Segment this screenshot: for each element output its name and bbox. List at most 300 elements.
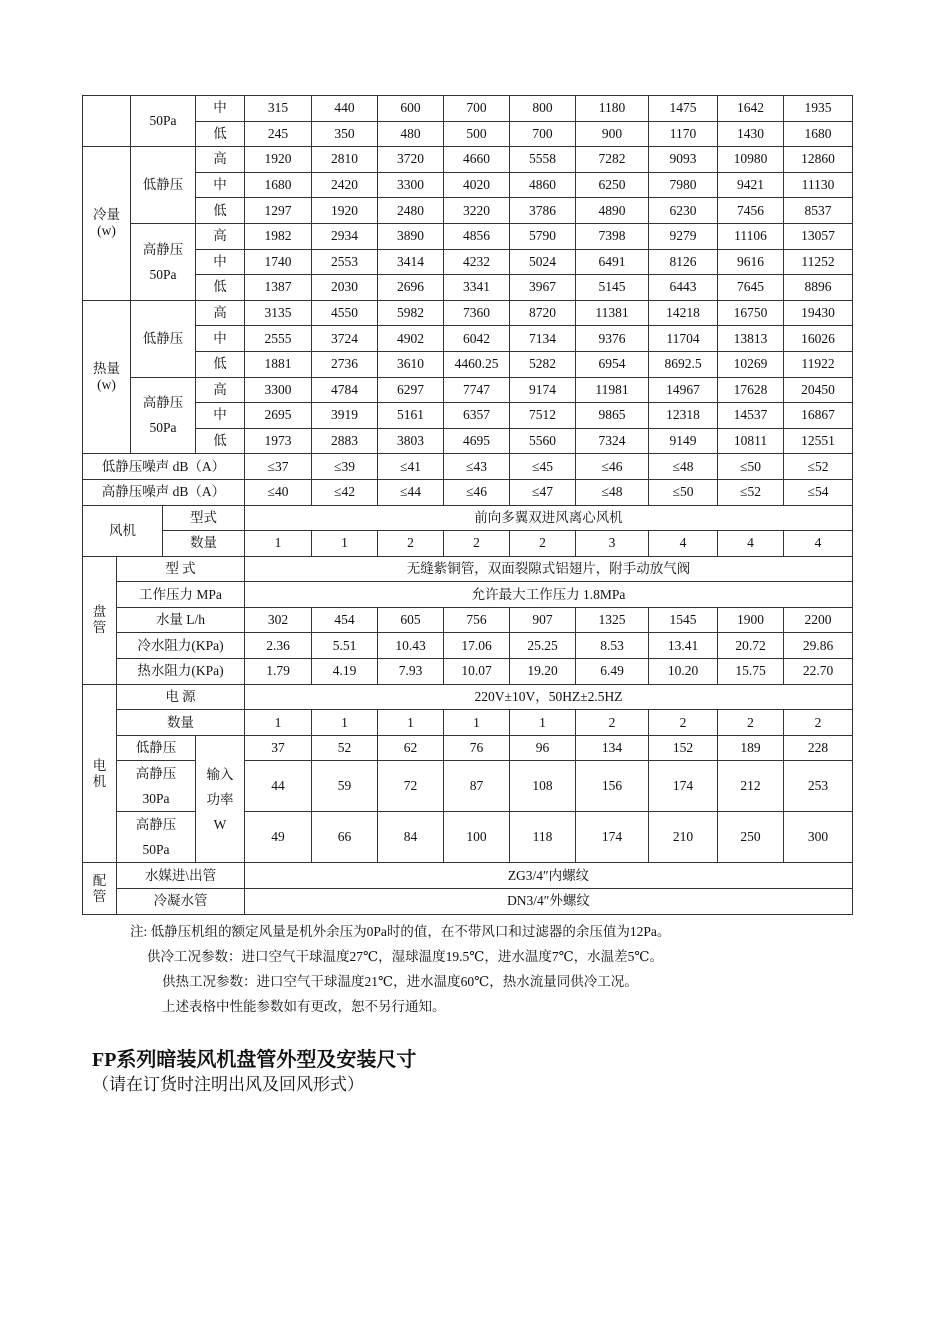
heating-unit: (w) xyxy=(97,377,116,393)
hot-res-value: 19.20 xyxy=(510,659,576,685)
cooling-value: 5558 xyxy=(510,147,576,173)
cooling-value: 3414 xyxy=(378,249,444,275)
fan-qty-value: 2 xyxy=(378,531,444,557)
cooling-value: 6443 xyxy=(649,275,718,301)
heating-value: 6954 xyxy=(576,351,649,377)
heating-value: 7747 xyxy=(444,377,510,403)
heating-value: 16026 xyxy=(784,326,853,352)
coil-cold-res-label: 冷水阻力(KPa) xyxy=(117,633,245,659)
piping-drain-value: DN3/4″外螺纹 xyxy=(245,889,853,915)
cooling-value: 4856 xyxy=(444,223,510,249)
noise-value: ≤46 xyxy=(576,454,649,480)
cooling-label xyxy=(83,147,131,301)
motor-power-label: 电 源 xyxy=(117,684,245,710)
cooling-value: 1297 xyxy=(245,198,312,224)
speed-label: 低 xyxy=(196,275,245,301)
airflow-value: 1430 xyxy=(718,121,784,147)
water-flow-value: 1325 xyxy=(576,607,649,633)
airflow-value: 1475 xyxy=(649,96,718,122)
speed-label: 高 xyxy=(196,377,245,403)
airflow-value: 500 xyxy=(444,121,510,147)
cooling-value: 3890 xyxy=(378,223,444,249)
airflow-value: 700 xyxy=(510,121,576,147)
noise-value: ≤47 xyxy=(510,479,576,505)
coil-pressure-label: 工作压力 MPa xyxy=(117,582,245,608)
cold-res-value: 25.25 xyxy=(510,633,576,659)
heating-value: 12551 xyxy=(784,428,853,454)
high-static-text: 高静压 xyxy=(142,395,184,411)
input-power-2: 功率 xyxy=(206,791,234,807)
cooling-value: 7282 xyxy=(576,147,649,173)
motor-power-value: 62 xyxy=(378,735,444,761)
cooling-value: 12860 xyxy=(784,147,853,173)
noise-low-static-row xyxy=(83,454,853,480)
water-flow-value: 605 xyxy=(378,607,444,633)
heating-low-static-mid-row xyxy=(83,326,853,352)
cooling-value: 3786 xyxy=(510,198,576,224)
cooling-value: 7456 xyxy=(718,198,784,224)
motor-label-1: 电 xyxy=(92,757,107,773)
heating-value: 3919 xyxy=(312,403,378,429)
speed-label: 低 xyxy=(196,428,245,454)
motor-qty-value: 2 xyxy=(576,710,649,736)
cooling-value: 13057 xyxy=(784,223,853,249)
pressure-text: 30Pa xyxy=(142,791,170,807)
motor-power-value: 189 xyxy=(718,735,784,761)
noise-value: ≤52 xyxy=(784,454,853,480)
motor-qty-value: 1 xyxy=(378,710,444,736)
heating-value: 9865 xyxy=(576,403,649,429)
cold-res-value: 17.06 xyxy=(444,633,510,659)
motor-qty-value: 1 xyxy=(510,710,576,736)
piping-water-label: 水媒进\出管 xyxy=(117,863,245,889)
motor-power-value: 174 xyxy=(576,812,649,863)
speed-label: 中 xyxy=(196,249,245,275)
piping-label-2: 管 xyxy=(92,888,107,904)
cooling-value: 4860 xyxy=(510,172,576,198)
water-flow-value: 1545 xyxy=(649,607,718,633)
cooling-value: 3341 xyxy=(444,275,510,301)
cooling-value: 10980 xyxy=(718,147,784,173)
pressure-text: 50Pa xyxy=(142,842,170,858)
heating-value: 11381 xyxy=(576,300,649,326)
water-flow-value: 1900 xyxy=(718,607,784,633)
fan-qty-row xyxy=(83,531,853,557)
motor-power-value: 84 xyxy=(378,812,444,863)
coil-pressure-row xyxy=(83,582,853,608)
noise-low-label: 低静压噪声 dB（A） xyxy=(83,454,245,480)
cooling-value: 5145 xyxy=(576,275,649,301)
motor-power-value: 212 xyxy=(718,761,784,812)
cooling-value: 1387 xyxy=(245,275,312,301)
motor-power-value: 108 xyxy=(510,761,576,812)
cooling-value: 1982 xyxy=(245,223,312,249)
fan-qty-value: 2 xyxy=(510,531,576,557)
heating-value: 12318 xyxy=(649,403,718,429)
hot-res-value: 4.19 xyxy=(312,659,378,685)
noise-high-label: 高静压噪声 dB（A） xyxy=(83,479,245,505)
cooling-value: 11130 xyxy=(784,172,853,198)
heating-value: 8720 xyxy=(510,300,576,326)
coil-cold-resistance-row xyxy=(83,633,853,659)
heating-value: 2883 xyxy=(312,428,378,454)
noise-value: ≤45 xyxy=(510,454,576,480)
heating-value: 3803 xyxy=(378,428,444,454)
motor-power-value: 118 xyxy=(510,812,576,863)
noise-value: ≤46 xyxy=(444,479,510,505)
noise-high-static-row xyxy=(83,479,853,505)
piping-drain-row xyxy=(83,889,853,915)
motor-power-value: 220V±10V，50HZ±2.5HZ xyxy=(245,684,853,710)
high-static-label xyxy=(131,223,196,300)
airflow-value: 1642 xyxy=(718,96,784,122)
hot-res-value: 6.49 xyxy=(576,659,649,685)
motor-low-static-row xyxy=(83,735,853,761)
motor-power-value: 44 xyxy=(245,761,312,812)
heating-low-static-low-row xyxy=(83,351,853,377)
fan-type-value: 前向多翼双进风离心风机 xyxy=(245,505,853,531)
heating-value: 13813 xyxy=(718,326,784,352)
motor-power-value: 72 xyxy=(378,761,444,812)
cooling-value: 4020 xyxy=(444,172,510,198)
piping-drain-label: 冷凝水管 xyxy=(117,889,245,915)
noise-value: ≤44 xyxy=(378,479,444,505)
noise-value: ≤48 xyxy=(649,454,718,480)
piping-water-value: ZG3/4″内螺纹 xyxy=(245,863,853,889)
airflow-value: 1180 xyxy=(576,96,649,122)
noise-value: ≤43 xyxy=(444,454,510,480)
cooling-value: 4660 xyxy=(444,147,510,173)
noise-value: ≤48 xyxy=(576,479,649,505)
noise-value: ≤40 xyxy=(245,479,312,505)
speed-label: 低 xyxy=(196,351,245,377)
coil-hot-resistance-row xyxy=(83,659,853,685)
motor-power-value: 156 xyxy=(576,761,649,812)
motor-power-value: 87 xyxy=(444,761,510,812)
motor-power-value: 152 xyxy=(649,735,718,761)
speed-label: 中 xyxy=(196,403,245,429)
heating-value: 5560 xyxy=(510,428,576,454)
cooling-value: 6250 xyxy=(576,172,649,198)
piping-label-1: 配 xyxy=(92,872,107,888)
heating-value: 6042 xyxy=(444,326,510,352)
motor-label-2: 机 xyxy=(92,773,107,789)
water-flow-value: 302 xyxy=(245,607,312,633)
cooling-value: 5024 xyxy=(510,249,576,275)
cooling-value: 2696 xyxy=(378,275,444,301)
heating-value: 9149 xyxy=(649,428,718,454)
cold-res-value: 2.36 xyxy=(245,633,312,659)
heating-value: 4695 xyxy=(444,428,510,454)
hot-res-value: 7.93 xyxy=(378,659,444,685)
coil-water-flow-row xyxy=(83,607,853,633)
heating-value: 4460.25 xyxy=(444,351,510,377)
motor-power-value: 250 xyxy=(718,812,784,863)
motor-power-value: 66 xyxy=(312,812,378,863)
heating-value: 10269 xyxy=(718,351,784,377)
fan-qty-value: 4 xyxy=(649,531,718,557)
heating-value: 14218 xyxy=(649,300,718,326)
cooling-value: 7398 xyxy=(576,223,649,249)
heating-value: 3724 xyxy=(312,326,378,352)
cooling-value: 3300 xyxy=(378,172,444,198)
motor-qty-value: 1 xyxy=(312,710,378,736)
coil-label-1: 盘 xyxy=(92,604,107,620)
hot-res-value: 15.75 xyxy=(718,659,784,685)
motor-power-value: 174 xyxy=(649,761,718,812)
cooling-value: 6230 xyxy=(649,198,718,224)
heating-title: 热量 xyxy=(93,361,120,377)
cooling-value: 2553 xyxy=(312,249,378,275)
section-subtitle: （请在订货时注明出风及回风形式） xyxy=(92,1075,364,1094)
cooling-low-static-low-row xyxy=(83,198,853,224)
group-label-empty xyxy=(83,96,131,147)
heating-value: 6297 xyxy=(378,377,444,403)
coil-water-flow-label: 水量 L/h xyxy=(117,607,245,633)
noise-value: ≤41 xyxy=(378,454,444,480)
fan-type-row xyxy=(83,505,853,531)
fan-qty-value: 1 xyxy=(245,531,312,557)
motor-label xyxy=(83,684,117,863)
motor-qty-value: 2 xyxy=(718,710,784,736)
cooling-title: 冷量 xyxy=(93,207,120,223)
motor-power-value: 253 xyxy=(784,761,853,812)
specification-table xyxy=(82,95,853,915)
cooling-value: 8126 xyxy=(649,249,718,275)
cooling-high-static-low-row xyxy=(83,275,853,301)
motor-qty-value: 2 xyxy=(649,710,718,736)
low-static-label: 低静压 xyxy=(131,300,196,377)
noise-value: ≤52 xyxy=(718,479,784,505)
heating-value: 7512 xyxy=(510,403,576,429)
heating-value: 20450 xyxy=(784,377,853,403)
airflow-value: 700 xyxy=(444,96,510,122)
heating-value: 5282 xyxy=(510,351,576,377)
motor-low-static-label: 低静压 xyxy=(117,735,196,761)
airflow-value: 1680 xyxy=(784,121,853,147)
input-power-label xyxy=(196,735,245,863)
fan-qty-value: 1 xyxy=(312,531,378,557)
heating-value: 4784 xyxy=(312,377,378,403)
heating-value: 17628 xyxy=(718,377,784,403)
heating-value: 5982 xyxy=(378,300,444,326)
cooling-value: 3220 xyxy=(444,198,510,224)
heating-value: 11922 xyxy=(784,351,853,377)
heating-value: 4902 xyxy=(378,326,444,352)
heating-value: 1881 xyxy=(245,351,312,377)
low-static-label: 低静压 xyxy=(131,147,196,224)
high-static-label xyxy=(131,377,196,454)
coil-type-row xyxy=(83,556,853,582)
water-flow-value: 2200 xyxy=(784,607,853,633)
motor-high-50pa-label xyxy=(117,812,196,863)
cooling-value: 2030 xyxy=(312,275,378,301)
motor-power-value: 96 xyxy=(510,735,576,761)
heating-value: 3300 xyxy=(245,377,312,403)
motor-power-value: 134 xyxy=(576,735,649,761)
cooling-low-static-high-row xyxy=(83,147,853,173)
motor-high-30pa-label xyxy=(117,761,196,812)
cold-res-value: 8.53 xyxy=(576,633,649,659)
heating-value: 14967 xyxy=(649,377,718,403)
cooling-value: 11252 xyxy=(784,249,853,275)
airflow-value: 480 xyxy=(378,121,444,147)
high-static-text: 高静压 xyxy=(135,817,177,833)
heating-value: 14537 xyxy=(718,403,784,429)
noise-value: ≤42 xyxy=(312,479,378,505)
input-power-3: W xyxy=(213,816,227,832)
heating-value: 7134 xyxy=(510,326,576,352)
heating-high-static-high-row xyxy=(83,377,853,403)
heating-value: 3610 xyxy=(378,351,444,377)
cooling-value: 4232 xyxy=(444,249,510,275)
cooling-value: 2934 xyxy=(312,223,378,249)
motor-qty-value: 1 xyxy=(444,710,510,736)
cooling-value: 9093 xyxy=(649,147,718,173)
cold-res-value: 10.43 xyxy=(378,633,444,659)
speed-label: 高 xyxy=(196,147,245,173)
cooling-value: 8896 xyxy=(784,275,853,301)
note-cooling-conditions: 供冷工况参数：进口空气干球温度27℃，湿球温度19.5℃，进水温度7℃，水温差5℃。 xyxy=(147,949,664,964)
water-flow-value: 907 xyxy=(510,607,576,633)
airflow-value: 440 xyxy=(312,96,378,122)
cooling-value: 1920 xyxy=(245,147,312,173)
hot-res-value: 10.07 xyxy=(444,659,510,685)
motor-power-value: 52 xyxy=(312,735,378,761)
airflow-value: 800 xyxy=(510,96,576,122)
piping-water-row xyxy=(83,863,853,889)
heating-high-static-mid-row xyxy=(83,403,853,429)
heating-value: 10811 xyxy=(718,428,784,454)
section-title: FP系列暗装风机盘管外型及安装尺寸 xyxy=(92,1049,417,1071)
heating-value: 19430 xyxy=(784,300,853,326)
motor-power-value: 76 xyxy=(444,735,510,761)
fan-qty-value: 4 xyxy=(784,531,853,557)
airflow-value: 1935 xyxy=(784,96,853,122)
cooling-value: 8537 xyxy=(784,198,853,224)
cooling-value: 7980 xyxy=(649,172,718,198)
coil-label-2: 管 xyxy=(92,620,107,636)
cooling-value: 4890 xyxy=(576,198,649,224)
cooling-high-static-mid-row xyxy=(83,249,853,275)
cooling-value: 9616 xyxy=(718,249,784,275)
water-flow-value: 454 xyxy=(312,607,378,633)
fan-qty-value: 3 xyxy=(576,531,649,557)
cold-res-value: 29.86 xyxy=(784,633,853,659)
airflow-value: 600 xyxy=(378,96,444,122)
cooling-unit: (w) xyxy=(97,223,116,239)
heating-value: 16867 xyxy=(784,403,853,429)
cold-res-value: 5.51 xyxy=(312,633,378,659)
noise-value: ≤50 xyxy=(718,454,784,480)
coil-type-label: 型 式 xyxy=(117,556,245,582)
heating-value: 1973 xyxy=(245,428,312,454)
motor-power-value: 100 xyxy=(444,812,510,863)
cooling-low-static-mid-row xyxy=(83,172,853,198)
cooling-value: 1740 xyxy=(245,249,312,275)
motor-power-value: 210 xyxy=(649,812,718,863)
motor-qty-row xyxy=(83,710,853,736)
noise-value: ≤37 xyxy=(245,454,312,480)
pressure-label: 50Pa xyxy=(131,96,196,147)
water-flow-value: 756 xyxy=(444,607,510,633)
fan-qty-value: 2 xyxy=(444,531,510,557)
heating-value: 8692.5 xyxy=(649,351,718,377)
cooling-value: 6491 xyxy=(576,249,649,275)
cooling-value: 7645 xyxy=(718,275,784,301)
motor-power-value: 300 xyxy=(784,812,853,863)
heating-value: 4550 xyxy=(312,300,378,326)
noise-value: ≤54 xyxy=(784,479,853,505)
cooling-value: 11106 xyxy=(718,223,784,249)
heating-value: 9376 xyxy=(576,326,649,352)
heating-low-static-high-row xyxy=(83,300,853,326)
cooling-value: 5790 xyxy=(510,223,576,249)
heating-value: 9174 xyxy=(510,377,576,403)
piping-label xyxy=(83,863,117,914)
cooling-value: 2420 xyxy=(312,172,378,198)
cold-res-value: 13.41 xyxy=(649,633,718,659)
airflow-value: 900 xyxy=(576,121,649,147)
motor-qty-label: 数量 xyxy=(117,710,245,736)
heating-value: 11981 xyxy=(576,377,649,403)
coil-type-value: 无缝紫铜管，双面裂隙式铝翅片，附手动放气阀 xyxy=(245,556,853,582)
fan-type-label: 型式 xyxy=(163,505,245,531)
airflow-value: 1170 xyxy=(649,121,718,147)
fan-qty-value: 4 xyxy=(718,531,784,557)
cooling-value: 2480 xyxy=(378,198,444,224)
cooling-high-static-high-row xyxy=(83,223,853,249)
cooling-value: 1680 xyxy=(245,172,312,198)
airflow-50pa-mid-row xyxy=(83,96,853,122)
note-rated-airflow: 注: 低静压机组的额定风量是机外余压为0Pa时的值，在不带风口和过滤器的余压值为12Pa。 xyxy=(130,924,671,939)
heating-value: 16750 xyxy=(718,300,784,326)
heating-value: 2695 xyxy=(245,403,312,429)
heating-value: 7360 xyxy=(444,300,510,326)
coil-label xyxy=(83,556,117,684)
heating-value: 2555 xyxy=(245,326,312,352)
heating-value: 2736 xyxy=(312,351,378,377)
cooling-value: 1920 xyxy=(312,198,378,224)
airflow-value: 350 xyxy=(312,121,378,147)
noise-value: ≤50 xyxy=(649,479,718,505)
coil-pressure-value: 允许最大工作压力 1.8MPa xyxy=(245,582,853,608)
cooling-value: 9279 xyxy=(649,223,718,249)
airflow-value: 315 xyxy=(245,96,312,122)
cooling-value: 3720 xyxy=(378,147,444,173)
motor-power-value: 37 xyxy=(245,735,312,761)
heating-high-static-low-row xyxy=(83,428,853,454)
speed-label: 中 xyxy=(196,172,245,198)
hot-res-value: 1.79 xyxy=(245,659,312,685)
cold-res-value: 20.72 xyxy=(718,633,784,659)
speed-label: 低 xyxy=(196,121,245,147)
airflow-value: 245 xyxy=(245,121,312,147)
input-power-1: 输入 xyxy=(206,766,234,782)
note-disclaimer: 上述表格中性能参数如有更改，恕不另行通知。 xyxy=(162,999,446,1014)
heating-label xyxy=(83,300,131,454)
pressure-text: 50Pa xyxy=(149,420,177,436)
coil-hot-res-label: 热水阻力(KPa) xyxy=(117,659,245,685)
speed-label: 高 xyxy=(196,223,245,249)
noise-value: ≤39 xyxy=(312,454,378,480)
hot-res-value: 22.70 xyxy=(784,659,853,685)
motor-power-value: 59 xyxy=(312,761,378,812)
airflow-50pa-low-row xyxy=(83,121,853,147)
fan-label: 风机 xyxy=(83,505,163,556)
motor-power-value: 228 xyxy=(784,735,853,761)
cooling-value: 2810 xyxy=(312,147,378,173)
